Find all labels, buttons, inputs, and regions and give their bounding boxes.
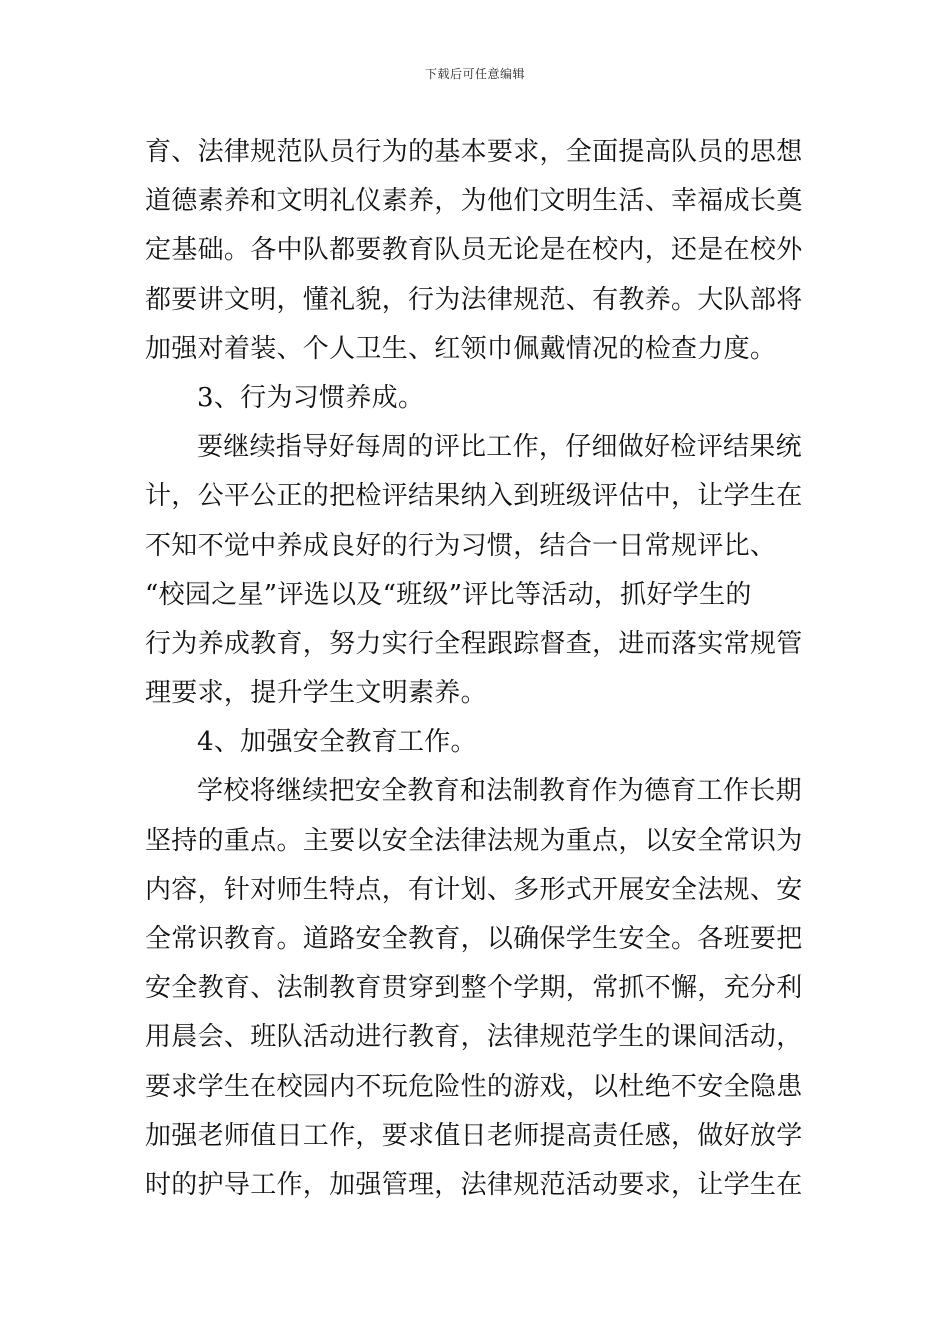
text-line: 要继续指导好每周的评比工作，仔细做好检评结果统 — [197, 432, 802, 463]
text-line: 学校将继续把安全教育和法制教育作为德育工作长期 — [197, 776, 802, 807]
text-line: 理要求，提升学生文明素养。 — [145, 678, 487, 709]
page-header: 下载后可任意编辑 — [424, 67, 525, 81]
text-line: 4、加强安全教育工作。 — [197, 727, 477, 758]
document-body — [145, 128, 825, 1210]
text-line: 坚持的重点。主要以安全法律法规为重点，以安全常识为 — [145, 825, 803, 856]
text-line: 不知不觉中养成良好的行为习惯，结合一日常规评比、 — [145, 530, 777, 561]
text-line: 加强对着装、个人卫生、红领巾佩戴情况的检查力度。 — [145, 333, 777, 364]
text-line: “校园之星”评选以及“班级”评比等活动，抓好学生的 — [145, 579, 752, 610]
text-line: 行为养成教育，努力实行全程跟踪督查，进而落实常规管 — [145, 628, 803, 659]
text-line: 育、法律规范队员行为的基本要求，全面提高队员的思想 — [145, 137, 803, 167]
text-line: 用晨会、班队活动进行教育，法律规范学生的课间活动， — [145, 1022, 803, 1053]
text-line: 定基础。各中队都要教育队员无论是在校内，还是在校外 — [145, 235, 803, 266]
text-line: 3、行为习惯养成。 — [197, 382, 425, 413]
text-line: 加强老师值日工作，要求值日老师提高责任感，做好放学 — [145, 1120, 803, 1151]
text-line: 时的护导工作，加强管理，法律规范活动要求，让学生在 — [145, 1169, 803, 1200]
text-line: 道德素养和文明礼仪素养，为他们文明生活、幸福成长奠 — [145, 186, 803, 217]
text-line: 安全教育、法制教育贯穿到整个学期，常抓不懈，充分利 — [145, 973, 803, 1004]
text-line: 计，公平公正的把检评结果纳入到班级评估中，让学生在 — [145, 481, 803, 512]
text-line: 要求学生在校园内不玩危险性的游戏，以杜绝不安全隐患 — [145, 1071, 803, 1102]
text-line: 内容，针对师生特点，有计划、多形式开展安全法规、安 — [145, 874, 803, 905]
text-line: 都要讲文明，懂礼貌，行为法律规范、有教养。大队部将 — [145, 284, 803, 315]
text-line: 全常识教育。道路安全教育，以确保学生安全。各班要把 — [145, 924, 803, 954]
